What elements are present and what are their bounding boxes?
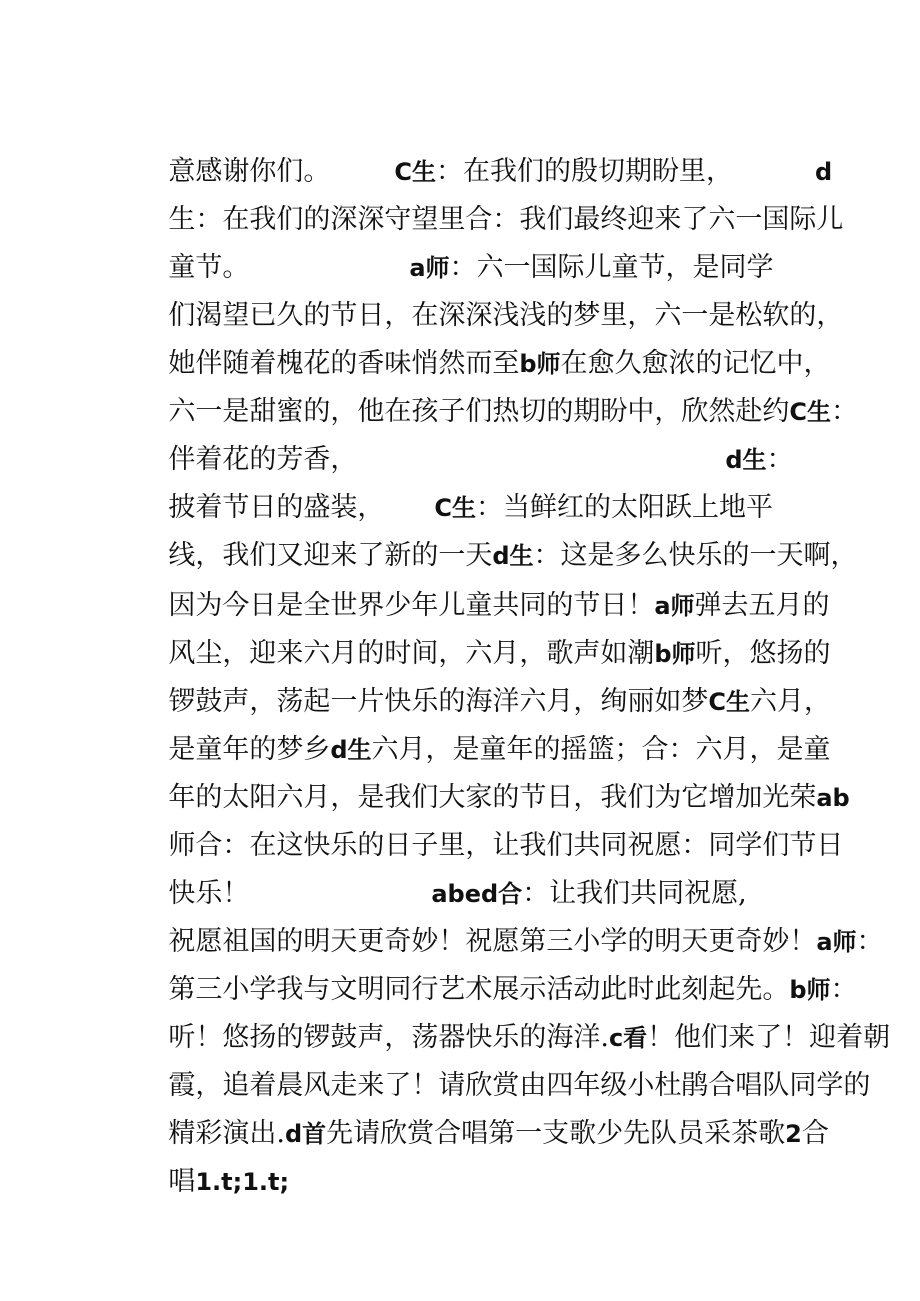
speaker-label: b师: [519, 350, 561, 378]
text-segment: 线，我们又迎来了新的一天: [168, 540, 493, 571]
text-segment: 合: [801, 1118, 829, 1149]
text-segment: 弹去五月的: [694, 590, 830, 621]
text-segment: 唱: [168, 1166, 196, 1197]
text-line: [134, 690, 831, 765]
speaker-label: ab: [816, 784, 850, 812]
text-segment: 六月，: [749, 686, 831, 717]
text-segment: 快乐！: [168, 878, 250, 909]
text-segment: 在愈久愈浓的记忆中，: [560, 348, 831, 379]
text-line: [134, 160, 844, 235]
text-segment: 锣鼓声，荡起一片快乐的海洋六月，绚丽如梦: [168, 686, 709, 717]
text-segment: 霞，追着晨风走来了！请欣赏由四年级小杜鹃合唱队同学的: [168, 1070, 871, 1101]
speaker-label: c看: [608, 1024, 648, 1052]
text-segment: 童节。: [168, 252, 250, 283]
text-line: [134, 208, 774, 283]
text-line: [134, 834, 747, 909]
text-segment: ：: [830, 974, 858, 1005]
text-segment: 披着节日的盛装，: [168, 492, 385, 523]
text-segment: 第三小学我与文明同行艺术展示活动此时此刻起先。: [168, 974, 790, 1005]
text-segment: ：在我们的殷切期盼里，: [435, 156, 733, 187]
text-segment: ：: [856, 926, 884, 957]
text-segment: 六月，是童年的摇篮；合：六月，是童: [371, 734, 831, 765]
text-segment: 她伴随着槐花的香味悄然而至: [168, 348, 520, 379]
text-segment: 年的太阳六月，是我们大家的节日，我们为它增加光荣: [168, 782, 817, 813]
text-segment: 师合：在这快乐的日子里，让我们共同祝愿：同学们节日: [168, 830, 844, 861]
speaker-label: abed合: [431, 880, 523, 908]
text-segment: 先请欣赏合唱第一支歌少先队员采茶歌: [326, 1118, 786, 1149]
text-segment: 生：在我们的深深守望里合：我们最终迎来了六一国际儿: [168, 204, 844, 235]
text-segment: ：这是多么快乐的一天啊，: [533, 540, 858, 571]
text-line: [134, 304, 831, 379]
text-line: [134, 112, 833, 187]
text-segment: ：: [766, 444, 794, 475]
text-line: [134, 930, 858, 1005]
speaker-label: a师: [409, 254, 450, 282]
number-label: 1.t;1.t;: [195, 1168, 290, 1196]
text-line: [134, 352, 858, 427]
text-line: [134, 448, 773, 523]
text-line: [134, 400, 794, 475]
text-line: [134, 738, 850, 813]
text-line: [134, 786, 844, 861]
text-line: [134, 1122, 290, 1197]
text-segment: 们渴望已久的节日，在深深浅浅的梦里，六一是松软的，: [168, 300, 844, 331]
text-line: [134, 546, 830, 621]
number-label: 2: [785, 1120, 802, 1148]
speaker-label: d首: [284, 1120, 327, 1148]
text-line: [134, 594, 831, 669]
speaker-label: b师: [654, 640, 696, 668]
text-line: [134, 256, 844, 331]
text-segment: 因为今日是全世界少年儿童共同的节日！: [168, 590, 655, 621]
speaker-label: a师: [654, 592, 695, 620]
speaker-label: d生: [725, 446, 767, 474]
text-segment: 六一是甜蜜的，他在孩子们热切的期盼中，欣然赴约: [168, 396, 790, 427]
text-segment: 听，悠扬的: [695, 638, 831, 669]
text-segment: ：六一国际儿童节，是同学: [449, 252, 774, 283]
speaker-label: d生: [492, 542, 534, 570]
text-line: [134, 978, 891, 1053]
speaker-label: C生: [708, 688, 750, 716]
text-line: [134, 882, 884, 957]
text-line: [134, 1026, 871, 1101]
text-segment: 是童年的梦乡: [168, 734, 331, 765]
text-line: [134, 1074, 829, 1149]
text-segment: 风尘，迎来六月的时间，六月，歌声如潮: [168, 638, 655, 669]
text-line: [134, 496, 858, 571]
text-line: [134, 642, 831, 717]
text-segment: 精彩演出.: [168, 1118, 285, 1149]
text-segment: 祝愿祖国的明天更奇妙！祝愿第三小学的明天更奇妙！: [168, 926, 817, 957]
speaker-label: C生: [394, 158, 436, 186]
speaker-label: a师: [816, 928, 857, 956]
speaker-label: d: [814, 158, 833, 186]
speaker-label: C生: [434, 494, 476, 522]
text-segment: 意感谢你们。: [168, 156, 331, 187]
text-segment: ：: [830, 396, 858, 427]
text-segment: ：当鲜红的太阳跃上地平: [475, 492, 773, 523]
text-segment: ：让我们共同祝愿,: [522, 878, 747, 909]
text-segment: ！他们来了！迎着朝: [647, 1022, 891, 1053]
speaker-label: b师: [789, 976, 831, 1004]
speaker-label: C生: [789, 398, 831, 426]
speaker-label: d生: [330, 736, 372, 764]
text-segment: 听！悠扬的锣鼓声，荡器快乐的海洋.: [168, 1022, 609, 1053]
text-segment: 伴着花的芳香，: [168, 444, 358, 475]
